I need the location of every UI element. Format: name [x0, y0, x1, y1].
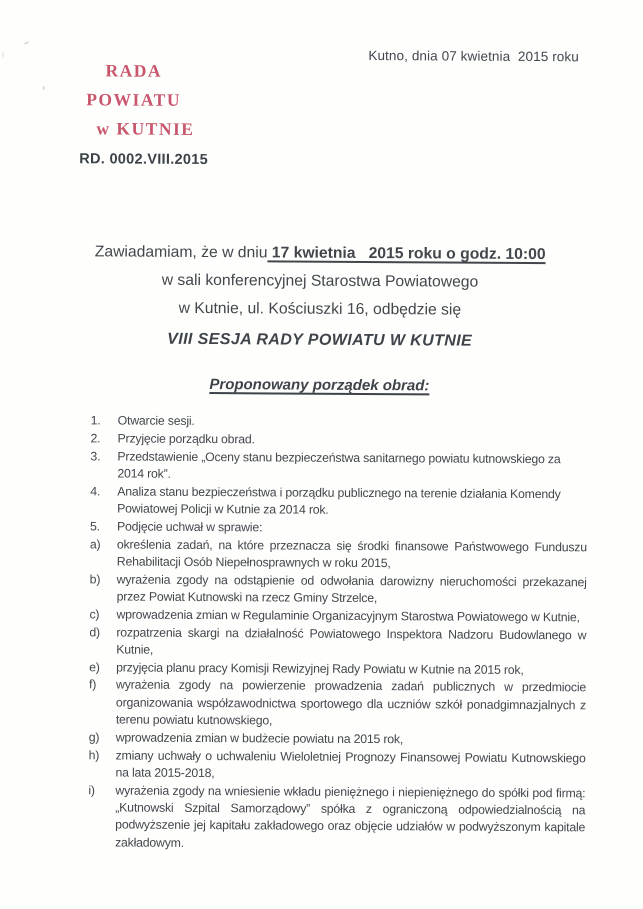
agenda-item-marker: h) — [88, 747, 100, 763]
agenda-item-marker: c) — [89, 607, 100, 622]
agenda-subitem — [90, 536, 587, 574]
agenda-item-text: wyrażenia zgody na wniesienie wkładu pieniężnego i niepieniężnego do spółki pod firmą: „Kutnowski Szpital Samorządowy” spółka z ograniczoną odpowiedzialnością na podwyższenie jej kapitału zakładowego oraz objęcie udziałów w podwyższonym kapitale zakładowym. — [115, 783, 586, 850]
notice-intro-regular: Zawiadamiam, że w dniu — [94, 243, 268, 262]
stamp-line-2: w KUTNIE — [96, 118, 195, 139]
agenda-item-marker: g) — [88, 730, 100, 745]
notice-session-datetime: 17 kwietnia 2015 roku o godz. 10:00 — [267, 244, 546, 264]
agenda-item-marker: 5. — [89, 519, 100, 534]
notice-block — [28, 238, 612, 326]
agenda-item-text: Otwarcie sesji. — [117, 413, 195, 428]
agenda-item-text: Przyjęcie porządku obrad. — [117, 431, 255, 447]
document-date: Kutno, dnia 07 kwietnia 2015 roku — [368, 48, 579, 65]
agenda-item-marker: a) — [89, 536, 101, 551]
agenda-heading: Proponowany porządek obrad: — [209, 376, 430, 395]
scan-artifact-speck — [43, 86, 45, 90]
agenda-item-text: określenia zadań, na które przeznacza się środki finansowe Państwowego Funduszu Rehabilitacji Osób Niepełnosprawnych w roku 2015, — [116, 537, 587, 571]
agenda-item-marker: 3. — [90, 448, 101, 463]
reference-number: RD. 0002.VIII.2015 — [79, 151, 209, 169]
notice-line-3: w Kutnie, ul. Kościuszki 16, odbędzie się — [178, 299, 462, 319]
agenda-subitem — [89, 624, 586, 662]
agenda-item-marker: i) — [88, 783, 95, 798]
agenda-subitem — [90, 571, 587, 609]
notice-line-2: w sali konferencyjnej Starostwa Powiatowego — [161, 271, 479, 291]
session-title: VIII SESJA RADY POWIATU W KUTNIE — [167, 330, 473, 350]
agenda-item-marker: d) — [89, 624, 100, 639]
agenda-subitem — [88, 747, 585, 785]
agenda-item-text: wprowadzenia zmian w budżecie powiatu na 2015 rok, — [115, 730, 404, 747]
agenda-item-marker: f) — [89, 677, 97, 692]
agenda-item — [90, 448, 587, 486]
agenda-item-text: przyjęcia planu pracy Komisji Rewizyjnej Rady Powiatu w Kutnie na 2015 rok, — [116, 660, 524, 677]
council-stamp — [57, 56, 210, 144]
stamp-line-1: RADA POWIATU — [86, 60, 182, 110]
agenda-item-marker: b) — [89, 571, 101, 587]
agenda-item-marker: 4. — [90, 484, 101, 499]
agenda-item-text: Analiza stanu bezpieczeństwa i porządku publicznego na terenie działania Komendy Powiatowej Policji w Kutnie za 2014 rok. — [117, 484, 561, 517]
agenda-list — [88, 412, 588, 854]
agenda-item-text: zmiany uchwały o uchwaleniu Wieloletniej Prognozy Finansowej Powiatu Kutnowskiego na lata 2015-2018, — [115, 748, 586, 781]
agenda-item-text: rozpatrzenia skargi na działalność Powiatowego Inspektora Nadzoru Budowlanego w Kutnie, — [116, 625, 587, 657]
agenda-item-text: wyrażenia zgody na odstąpienie od odwołania darowizny nieruchomości przekazanej przez Powiat Kutnowski na rzecz Gminy Strzelce, — [116, 572, 587, 606]
agenda-subitem — [88, 782, 585, 854]
agenda-item-marker: 1. — [90, 413, 101, 428]
agenda-item — [90, 483, 587, 521]
agenda-subitem — [89, 677, 586, 732]
agenda-item-text: Przedstawienie „Oceny stanu bezpieczeństwa sanitarnego powiatu kutnowskiego za 2014 rok”. — [117, 449, 561, 481]
agenda-item-text: wyrażenia zgody na powierzenie prowadzenia zadań publicznych w przedmiocie organizowania współzawodnictwa sportowego dla uczniów szkół ponadgimnazjalnych z terenu powiatu kutnowskiego, — [115, 677, 587, 728]
agenda-item-marker: e) — [89, 659, 100, 675]
scan-artifact-speck — [2, 52, 4, 58]
notice-line-1 — [29, 238, 612, 270]
scan-artifact-speck — [24, 41, 29, 45]
agenda-item-marker: 2. — [90, 431, 101, 446]
agenda-item-text: Podjęcie uchwał w sprawie: — [116, 519, 263, 535]
agenda-item-text: wprowadzenia zmian w Regulaminie Organizacyjnym Starostwa Powiatowego w Kutnie, — [116, 607, 580, 625]
